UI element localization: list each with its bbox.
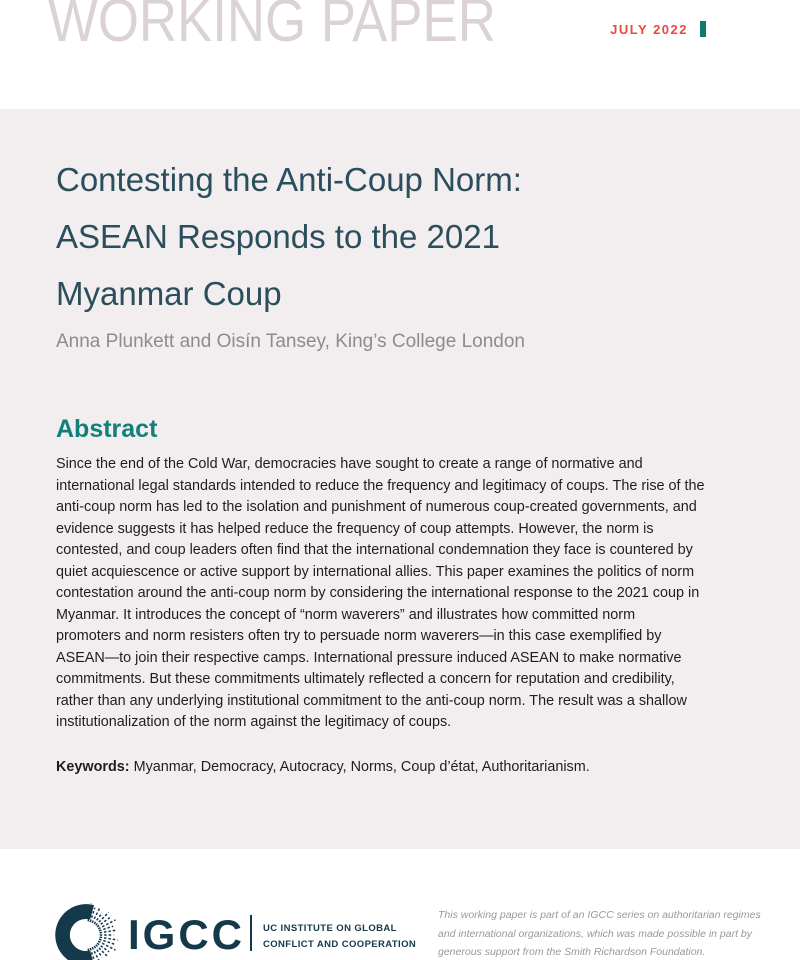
funding-note-line: This working paper is part of an IGCC series on authoritarian regimes — [438, 909, 761, 921]
abstract-line: Since the end of the Cold War, democracies have sought to create a range of normative and — [56, 456, 643, 472]
funding-note — [438, 906, 761, 960]
working-paper-wordmark: WORKING PAPER — [48, 0, 496, 54]
keywords-line — [56, 759, 590, 775]
org-name-line2: CONFLICT AND COOPERATION — [263, 938, 417, 950]
igcc-logo-icon — [54, 903, 118, 960]
funding-note-line: generous support from the Smith Richardson Foundation. — [438, 946, 706, 958]
org-name-line1: UC INSTITUTE ON GLOBAL — [263, 923, 397, 934]
logo-divider — [250, 915, 252, 951]
header-band — [0, 0, 800, 109]
keywords-list: Myanmar, Democracy, Autocracy, Norms, Coup d’état, Authoritarianism. — [129, 759, 590, 775]
abstract-line: promoters and norm resisters often try to persuade norm waverers—in this case exemplified by — [56, 628, 662, 644]
abstract-line: contested, and coup leaders often find that the international condemnation they face is countered by — [56, 542, 693, 558]
issue-date: JULY 2022 — [610, 21, 688, 37]
paper-title-line: Contesting the Anti-Coup Norm: — [56, 161, 522, 198]
abstract-text — [56, 454, 705, 734]
abstract-line: institutionalization of the norm against the legitimacy of coups. — [56, 714, 452, 730]
abstract-line: rather than any underlying institutional commitment to the anti-coup norm. The result was a shallow — [56, 692, 687, 709]
abstract-line: evidence suggests it has helped reduce the frequency of coup attempts. However, the norm is — [56, 520, 654, 537]
accent-bar — [700, 21, 706, 37]
igcc-wordmark: IGCC — [128, 911, 245, 958]
footer-band — [0, 849, 800, 960]
abstract-line: anti-coup norm has led to the isolation and punishment of numerous coup-created governments, and — [56, 499, 697, 515]
paper-title-line: Myanmar Coup — [56, 275, 282, 312]
abstract-heading: Abstract — [56, 415, 158, 443]
authors-line: Anna Plunkett and Oisín Tansey, King’s College London — [56, 331, 525, 352]
issue-date-group — [610, 21, 706, 37]
funding-note-line: and international organizations, which was made possible in part by — [438, 927, 753, 940]
paper-title-line: ASEAN Responds to the 2021 — [56, 218, 500, 255]
abstract-line: contestation around the anti-coup norm by considering the international response to the 2021 coup in — [56, 585, 700, 601]
abstract-line: quiet acquiescence or active support by international allies. This paper examines the politics of norm — [56, 563, 695, 580]
paper-title — [56, 151, 522, 322]
abstract-line: ASEAN—to join their respective camps. International pressure induced ASEAN to make normative — [56, 649, 682, 666]
org-name — [263, 921, 416, 952]
abstract-line: Myanmar. It introduces the concept of “norm waverers” and illustrates how committed norm — [56, 606, 636, 623]
abstract-line: international legal standards intended to reduce the frequency and legitimacy of coups. The rise of the — [56, 477, 705, 494]
abstract-line: commitments. But these commitments ultimately reflected a concern for reputation and credibility, — [56, 671, 675, 687]
cover-panel — [0, 109, 800, 849]
keywords-label: Keywords: — [56, 759, 130, 775]
